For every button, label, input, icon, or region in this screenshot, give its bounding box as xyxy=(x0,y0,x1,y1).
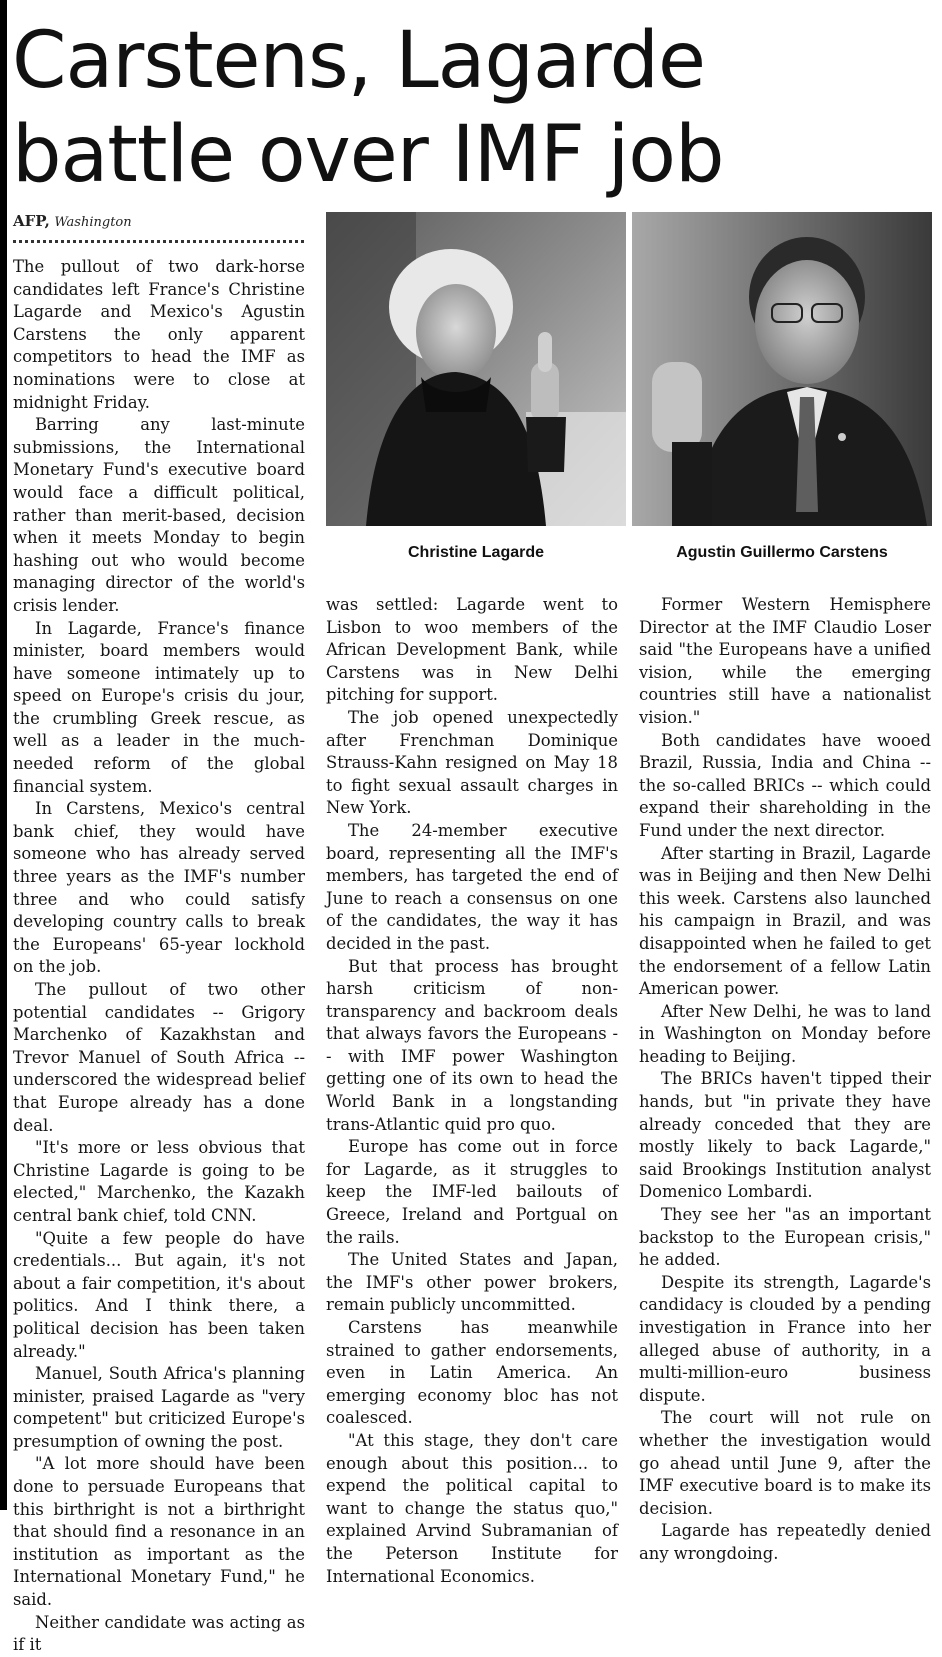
paragraph: "It's more or less obvious that Christine Lagarde is going to be elected," Marchenko, the Kazakh central bank chief, told CNN. xyxy=(13,1138,305,1225)
paragraph: Both candidates have wooed Brazil, Russia, India and China -- the so-called BRICs -- which could expand their shareholding in the Fund under the next director. xyxy=(639,730,931,840)
paragraph: In Carstens, Mexico's central bank chief, they would have someone who has already served three years as the IMF's number three and who could satisfy developing country calls to break the Europeans' 65-year lockhold on the job. xyxy=(13,799,305,977)
paragraph: Former Western Hemisphere Director at the IMF Claudio Loser said "the Europeans have a unified vision, while the emerging countries still have a nationalist vision." xyxy=(639,595,931,727)
paragraph: The United States and Japan, the IMF's other power brokers, remain publicly uncommitted. xyxy=(326,1250,618,1315)
portrait-photo-icon xyxy=(632,212,932,526)
paragraph: The pullout of two other potential candidates -- Grigory Marchenko of Kazakhstan and Trevor Manuel of South Africa -- underscored the widespread belief that Europe already has a done deal. xyxy=(13,980,305,1135)
paragraph: "At this stage, they don't care enough about this position... to expend the political capital to want to change the status quo," explained Arvind Subramanian of the Peterson Institute for International Economics. xyxy=(326,1430,618,1586)
paragraph: Europe has come out in force for Lagarde, as it struggles to keep the IMF-led bailouts of Greece, Ireland and Portgual on the rails. xyxy=(326,1137,618,1247)
paragraph: Manuel, South Africa's planning minister, praised Lagarde as "very competent" but criticized Europe's presumption of owning the post. xyxy=(13,1364,305,1451)
paragraph: The pullout of two dark-horse candidates left France's Christine Lagarde and Mexico's Agustin Carstens the only apparent competitors to head the IMF as nominations were to close at midnight Friday. xyxy=(13,257,305,412)
photo-caption-carstens: Agustin Guillermo Carstens xyxy=(676,544,888,561)
article-column-1 xyxy=(13,256,305,1657)
paragraph: Barring any last-minute submissions, the International Monetary Fund's executive board would face a difficult political, rather than merit-based, decision when it meets Monday to begin hashing out who would become managing director of the world's crisis lender. xyxy=(13,415,305,615)
paragraph: The 24-member executive board, representing all the IMF's members, has targeted the end of June to reach a consensus on one of the candidates, the way it has decided in the past. xyxy=(326,820,618,953)
paragraph: After New Delhi, he was to land in Washington on Monday before heading to Beijing. xyxy=(639,1001,931,1066)
lagarde-photo xyxy=(326,212,626,526)
paragraph: In Lagarde, France's finance minister, board members would have someone intimately up to speed on Europe's crisis du jour, the crumbling Greek rescue, as well as a leader in the much-needed reform of the global financial system. xyxy=(13,618,305,796)
byline-agency: AFP, xyxy=(13,212,50,230)
paragraph: The job opened unexpectedly after Frenchman Dominique Strauss-Kahn resigned on May 18 to fight sexual assault charges in New York. xyxy=(326,707,618,818)
byline-place: Washington xyxy=(54,215,132,230)
paragraph: "Quite a few people do have credentials... But again, it's not about a fair competition, it's about politics. And I think there, a political decision has been taken already." xyxy=(13,1228,305,1361)
article-column-2 xyxy=(326,594,618,1588)
paragraph: The court will not rule on whether the investigation would go ahead until June 9, after the IMF executive board is to make its decision. xyxy=(639,1408,931,1518)
paragraph: Carstens has meanwhile strained to gather endorsements, even in Latin America. An emerging economy bloc has not coalesced. xyxy=(326,1318,618,1428)
paragraph: The BRICs haven't tipped their hands, but "in private they have already conceded that they are mostly likely to back Lagarde," said Brookings Institution analyst Domenico Lombardi. xyxy=(639,1069,931,1202)
photo-caption-lagarde: Christine Lagarde xyxy=(407,544,545,561)
portrait-photo-icon xyxy=(326,212,626,526)
carstens-photo xyxy=(632,212,932,526)
article-column-3 xyxy=(639,594,931,1566)
paragraph: They see her "as an important backstop to the European crisis," he added. xyxy=(639,1205,931,1270)
paragraph: But that process has brought harsh criticism of non-transparency and backroom deals that always favors the Europeans -- with IMF power Washington getting one of its own to head the World Bank in a longstanding trans-Atlantic quid pro quo. xyxy=(326,956,618,1134)
byline xyxy=(13,212,132,230)
page-left-border xyxy=(0,0,7,1510)
paragraph: Despite its strength, Lagarde's candidacy is clouded by a pending investigation in France into her alleged abuse of authority, in a multi-million-euro business dispute. xyxy=(639,1272,931,1405)
paragraph: After starting in Brazil, Lagarde was in Beijing and then New Delhi this week. Carstens also launched his campaign in Brazil, and was disappointed when he failed to get the endorsement of a fellow Latin American power. xyxy=(639,843,931,999)
paragraph: Lagarde has repeatedly denied any wrongdoing. xyxy=(639,1521,931,1563)
paragraph: was settled: Lagarde went to Lisbon to woo members of the African Development Bank, while Carstens was in New Delhi pitching for support. xyxy=(326,595,618,705)
paragraph: "A lot more should have been done to persuade Europeans that this birthright is not a birthright that should find a resonance in an institution as important as the International Monetary Fund," he said. xyxy=(13,1454,305,1610)
dotted-divider xyxy=(13,240,304,243)
headline: Carstens, Lagarde battle over IMF job xyxy=(12,16,724,200)
paragraph: Neither candidate was acting as if it xyxy=(13,1612,305,1655)
